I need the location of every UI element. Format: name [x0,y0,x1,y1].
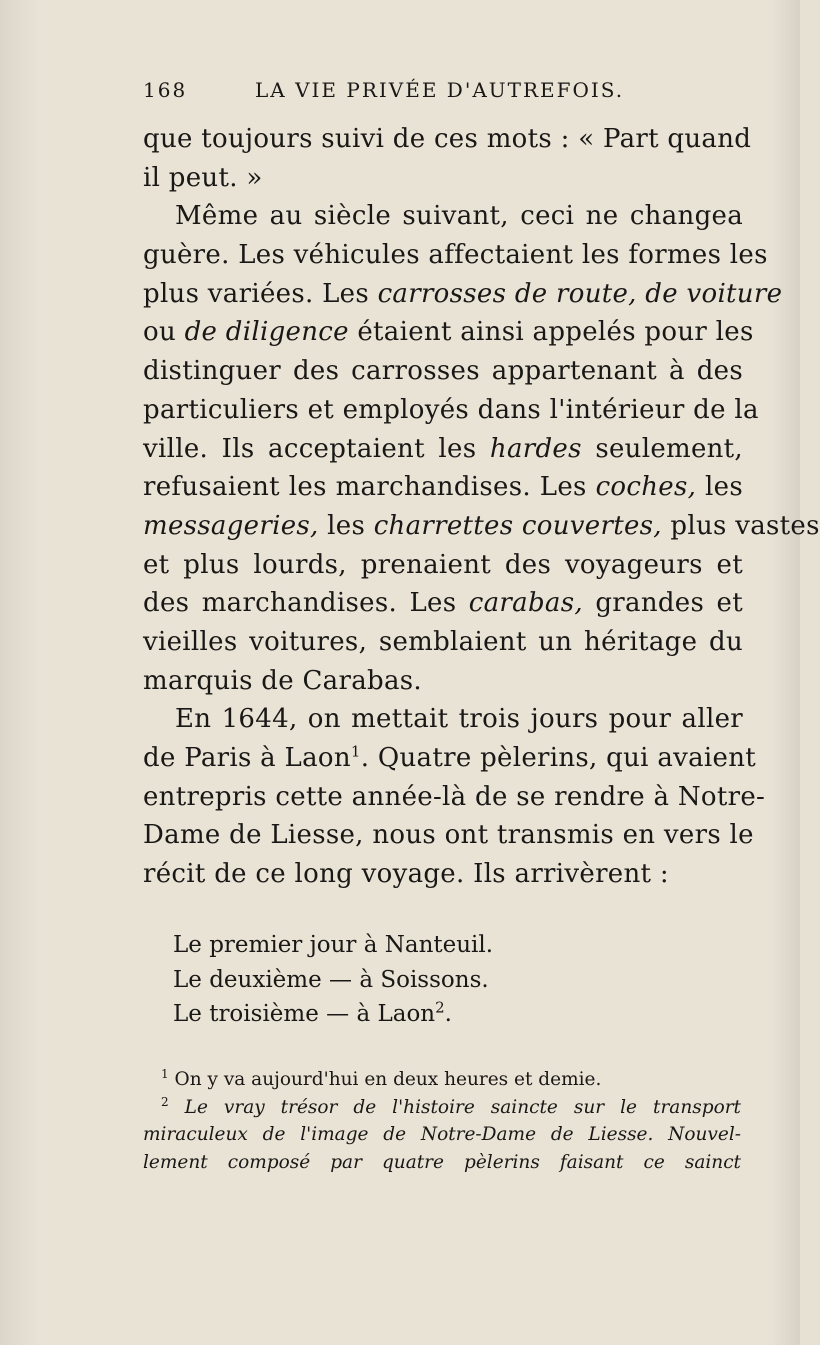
text-line: et plus lourds, prenaient des voyageurs et [143,549,743,580]
footnote-2-continued: miraculeux de l'image de Notre-Dame de Liesse. Nouvel- [143,1124,741,1145]
text-line: de Paris à Laon$^1$. Quatre pèlerins, qui avaient [143,742,757,773]
text-line: En 1644, on mettait trois jours pour aller [175,704,743,735]
text-line: messageries, les charrettes couvertes, plus vastes [143,510,820,541]
body-text [143,120,820,894]
footnote-2-continued: lement composé par quatre pèlerins faisant ce sainct [143,1151,741,1173]
text-line: vieilles voitures, semblaient un héritage du [143,626,743,657]
text-line: récit de ce long voyage. Ils arrivèrent : [143,859,669,890]
italic-term: messageries, [143,510,319,541]
text-line: que toujours suivi de ces mots : « Part quand [143,124,752,154]
italic-term: charrettes couvertes, [373,510,662,541]
italic-term: de diligence [184,317,349,348]
verse-line: Le premier jour à Nanteuil. [173,932,494,958]
italic-term: hardes [489,433,582,464]
footnote-ref: 2 [435,998,445,1017]
itinerary-verse [173,928,493,1032]
italic-term: carabas, [468,588,583,619]
italic-term: coches, [595,472,697,503]
text-line: des marchandises. Les carabas, grandes et [143,588,743,619]
italic-term: carrosses de route, de voiture [377,278,783,309]
text-line: ville. Ils acceptaient les hardes seulement, [143,433,743,464]
page-number: 168 [143,78,188,102]
text-line: particuliers et employés dans l'intérieur de la [143,394,759,425]
running-head [143,78,748,108]
footnote-2: $^2$ Le vray trésor de l'histoire saincte sur le transport [161,1094,741,1118]
text-line: refusaient les marchandises. Les coches, les [143,472,743,503]
footnote-1: $^1$ On y va aujourd'hui en deux heures et demie. [161,1066,602,1090]
text-line: distinguer des carrosses appartenant à des [143,356,743,387]
text-line: Même au siècle suivant, ceci ne changea [175,201,743,232]
running-title: LA VIE PRIVÉE D'AUTREFOIS. [255,78,625,102]
footnote-ref: 1 [350,742,361,761]
text-line: Dame de Liesse, nous ont transmis en vers le [143,820,754,851]
verse-line: Le troisième — à Laon$^2$. [173,998,452,1027]
footnote-mark: 2 [161,1094,169,1109]
text-line: marquis de Carabas. [143,665,422,696]
verse-line: Le deuxième — à Soissons. [173,966,489,993]
text-line: ou de diligence étaient ainsi appelés pour les [143,317,754,348]
text-line: guère. Les véhicules affectaient les formes les [143,240,768,271]
text-line: plus variées. Les carrosses de route, de voiture [143,278,783,309]
footnotes [143,1066,741,1176]
footnote-mark: 1 [161,1066,169,1081]
text-line: entrepris cette année-là de se rendre à Notre- [143,781,766,812]
text-line: il peut. » [143,162,263,193]
